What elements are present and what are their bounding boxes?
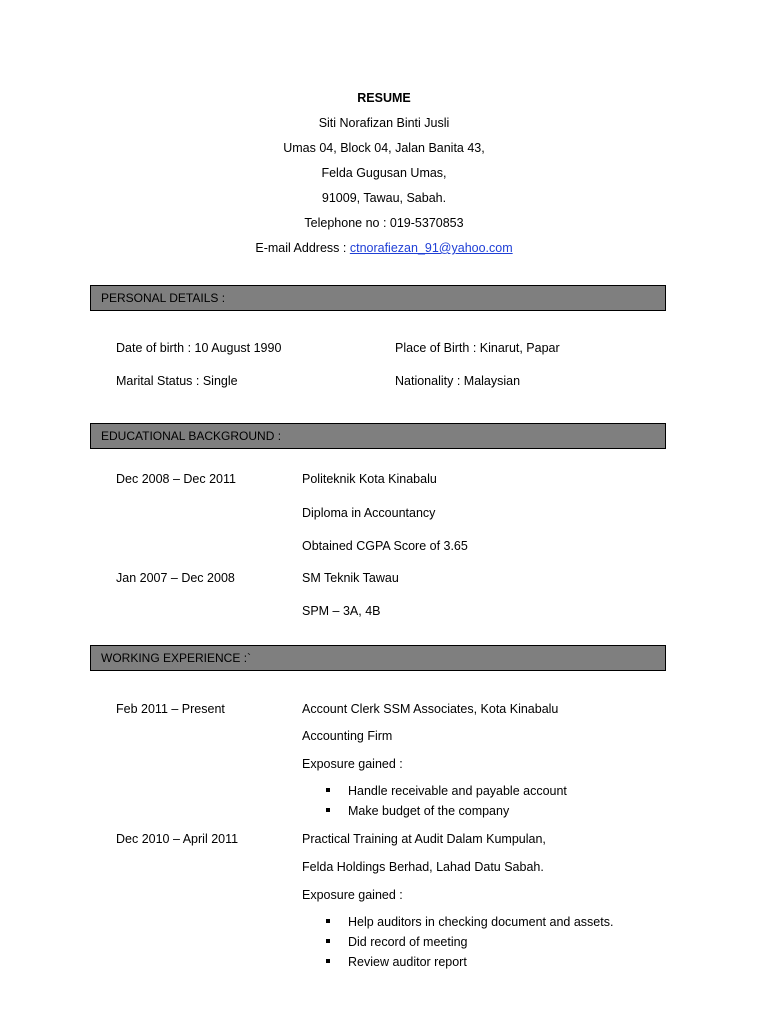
bullet-icon [326,919,330,923]
work-period-1: Feb 2011 – Present [116,702,225,716]
work-position-1: Account Clerk SSM Associates, Kota Kinabalu [302,702,559,716]
education-result-2: SPM – 3A, 4B [302,604,381,618]
education-institution-1: Politeknik Kota Kinabalu [302,472,437,486]
resume-title: RESUME [357,91,411,105]
education-heading: EDUCATIONAL BACKGROUND : [90,423,666,449]
list-item [325,952,613,972]
bullet-icon [326,939,330,943]
email-row [0,241,768,255]
bullet-text: Review auditor report [348,955,467,969]
address-line-1: Umas 04, Block 04, Jalan Banita 43, [283,141,485,155]
bullet-icon [326,808,330,812]
list-item [325,932,613,952]
education-period-2: Jan 2007 – Dec 2008 [116,571,235,585]
work-exposure-list-2 [325,912,613,972]
list-item [325,801,567,821]
list-item [325,781,567,801]
bullet-icon [326,959,330,963]
email-link[interactable]: ctnorafiezan_91@yahoo.com [349,241,513,255]
work-period-2: Dec 2010 – April 2011 [116,832,239,846]
bullet-text: Handle receivable and payable account [348,784,567,798]
email-label: E-mail Address : [255,241,350,255]
education-period-1: Dec 2008 – Dec 2011 [116,472,236,486]
marital-status: Marital Status : Single [116,374,238,388]
work-exposure-label-1: Exposure gained : [302,757,403,771]
bullet-text: Did record of meeting [348,935,468,949]
education-qualification-1: Diploma in Accountancy [302,506,436,520]
bullet-icon [326,788,330,792]
applicant-name: Siti Norafizan Binti Jusli [318,116,450,130]
work-heading: WORKING EXPERIENCE :` [90,645,666,671]
work-company-type-1: Accounting Firm [302,729,393,743]
work-company-2: Felda Holdings Berhad, Lahad Datu Sabah. [302,860,544,874]
education-institution-2: SM Teknik Tawau [302,571,399,585]
address-line-3: 91009, Tawau, Sabah. [321,191,447,205]
address-line-2: Felda Gugusan Umas, [321,166,447,180]
telephone: Telephone no : 019-5370853 [304,216,464,230]
list-item [325,912,613,932]
education-result-1: Obtained CGPA Score of 3.65 [302,539,468,553]
bullet-text: Help auditors in checking document and assets. [348,915,614,929]
nationality: Nationality : Malaysian [395,374,521,388]
date-of-birth: Date of birth : 10 August 1990 [116,341,282,355]
work-exposure-label-2: Exposure gained : [302,888,403,902]
bullet-text: Make budget of the company [348,804,510,818]
work-position-2: Practical Training at Audit Dalam Kumpulan, [302,832,546,846]
work-exposure-list-1 [325,781,567,821]
personal-details-heading: PERSONAL DETAILS : [90,285,666,311]
place-of-birth: Place of Birth : Kinarut, Papar [395,341,560,355]
